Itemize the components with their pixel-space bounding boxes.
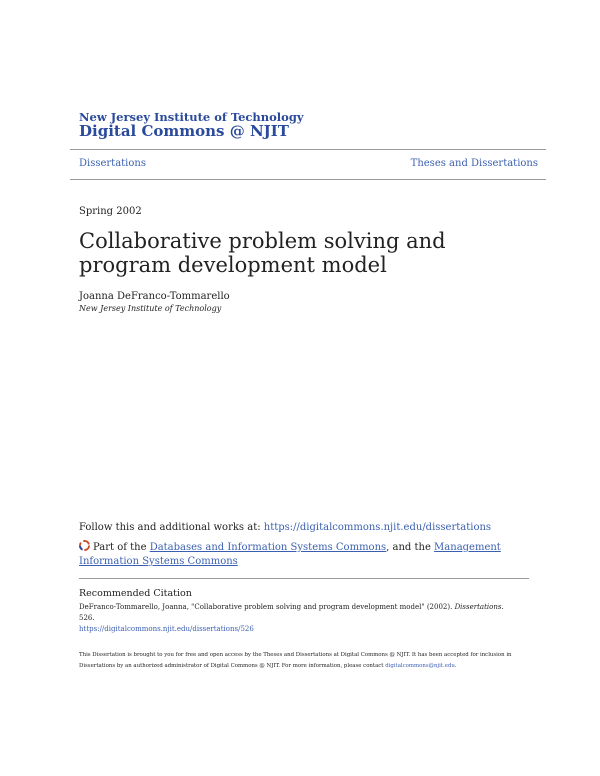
citation-url-link[interactable]: https://digitalcommons.njit.edu/dissertations/526: [79, 625, 254, 633]
notice-end: .: [454, 662, 457, 669]
part-of-prefix: Part of the: [93, 542, 150, 553]
author-name: Joanna DeFranco-Tommarello: [79, 291, 230, 302]
citation-text: [79, 602, 519, 635]
open-access-icon: [79, 540, 90, 551]
top-divider: [70, 149, 546, 150]
follow-label: Follow this and additional works at:: [79, 522, 264, 533]
follow-url-link[interactable]: https://digitalcommons.njit.edu/dissertations: [263, 522, 492, 533]
publication-date: Spring 2002: [79, 206, 142, 217]
citation-heading: Recommended Citation: [79, 588, 192, 599]
contact-email-link[interactable]: digitalcommons@njit.edu: [385, 662, 455, 669]
nav-divider: [70, 179, 546, 180]
dissertations-link[interactable]: Dissertations: [79, 158, 146, 169]
databases-commons-link[interactable]: Databases and Information Systems Commons: [149, 542, 387, 553]
citation-main: DeFranco-Tommarello, Joanna, "Collaborative problem solving and program development model" (2002).: [79, 603, 455, 611]
access-notice: [79, 650, 519, 671]
theses-and-dissertations-link[interactable]: Theses and Dissertations: [410, 158, 538, 169]
part-of-line: [79, 540, 519, 569]
author-affiliation: New Jersey Institute of Technology: [79, 304, 222, 313]
citation-number: . 526.: [79, 603, 504, 622]
citation-series: Dissertations: [454, 603, 502, 611]
citation-divider: [79, 578, 529, 579]
repository-name[interactable]: Digital Commons @ NJIT: [79, 122, 289, 140]
management-commons-link[interactable]: Management Information Systems Commons: [79, 542, 501, 567]
part-of-middle: , and the: [386, 542, 435, 553]
notice-text: This Dissertation is brought to you for free and open access by the Theses and Dissertations at Digital Commons @ NJIT. It has been accepted for inclusion in Dissertations by an authorized administrator of Digital Commons @ NJIT. For more information, please contact: [79, 652, 512, 669]
follow-line: [79, 522, 491, 533]
document-title: Collaborative problem solving and program development model: [79, 229, 446, 277]
institution-name: New Jersey Institute of Technology: [79, 110, 304, 124]
